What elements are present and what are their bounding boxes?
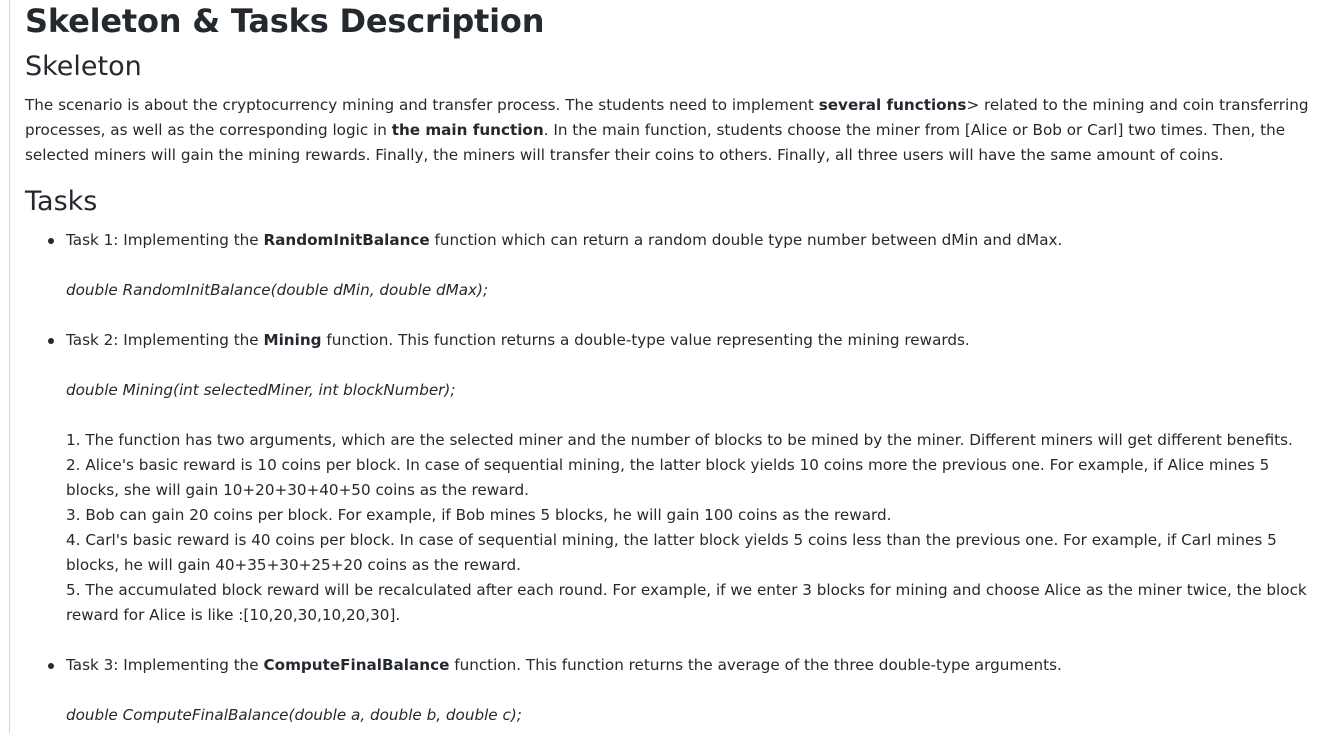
intro-text-1: The scenario is about the cryptocurrency mining and transfer process. The students need to implement (25, 96, 819, 114)
task-2-rules (66, 428, 1325, 628)
bullet-icon (48, 238, 54, 244)
rule-item: 3. Bob can gain 20 coins per block. For example, if Bob mines 5 blocks, he will gain 100 coins as the reward. (66, 506, 892, 524)
skeleton-heading: Skeleton (25, 51, 142, 82)
task-item-1 (25, 228, 1325, 328)
page-title: Skeleton & Tasks Description (25, 2, 545, 40)
intro-bold-several-functions: several functions (818, 96, 967, 114)
task-list (25, 228, 1325, 728)
rule-item: 1. The function has two arguments, which are the selected miner and the number of blocks to be mined by the miner. Different miners will get different benefits. (66, 431, 1293, 449)
left-border-line (9, 0, 10, 733)
task-3-signature: double ComputeFinalBalance(double a, double b, double c); (66, 706, 522, 724)
task-1-signature: double RandomInitBalance(double dMin, double dMax); (66, 281, 489, 299)
task-2-function-name: Mining (263, 331, 322, 349)
task-item-3 (25, 653, 1325, 728)
intro-text-3: . In the main function, students choose the miner from [Alice or Bob or Carl] two times. Then, the selected miners will gain the mining rewards. Finally, the miners will transfer their coins to others. Finally, all three users will have the same amount of coins. (25, 121, 1286, 164)
task-3-prefix: Task 3: Implementing the (66, 656, 264, 674)
task-2-prefix: Task 2: Implementing the (66, 331, 264, 349)
task-3-function-name: ComputeFinalBalance (263, 656, 450, 674)
task-2-suffix: function. This function returns a double-type value representing the mining rewards. (321, 331, 970, 349)
task-2-description (66, 328, 1325, 353)
task-1-prefix: Task 1: Implementing the (66, 231, 264, 249)
intro-text-2: > related to the mining and coin transferring processes, as well as the corresponding logic in (25, 96, 1309, 139)
skeleton-description (25, 93, 1325, 168)
task-3-description (66, 653, 1325, 678)
bullet-icon (48, 338, 54, 344)
task-item-2 (25, 328, 1325, 653)
task-1-suffix: function which can return a random double type number between dMin and dMax. (429, 231, 1063, 249)
task-2-signature: double Mining(int selectedMiner, int blockNumber); (66, 381, 456, 399)
rule-item: 4. Carl's basic reward is 40 coins per block. In case of sequential mining, the latter block yields 5 coins less than the previous one. For example, if Carl mines 5 blocks, he will gain 40+35+30+25+20 coins as the reward. (66, 531, 1277, 574)
rule-item: 5. The accumulated block reward will be recalculated after each round. For example, if we enter 3 blocks for mining and choose Alice as the miner twice, the block reward for Alice is like :[10,20,30,10,20,30]. (66, 581, 1307, 624)
bullet-icon (48, 663, 54, 669)
intro-bold-main-function: the main function (391, 121, 544, 139)
task-1-function-name: RandomInitBalance (263, 231, 430, 249)
tasks-heading: Tasks (25, 186, 98, 217)
task-1-description (66, 228, 1325, 253)
task-3-suffix: function. This function returns the average of the three double-type arguments. (449, 656, 1062, 674)
rule-item: 2. Alice's basic reward is 10 coins per block. In case of sequential mining, the latter block yields 10 coins more the previous one. For example, if Alice mines 5 blocks, she will gain 10+20+30+40+50 coins as the reward. (66, 456, 1270, 499)
